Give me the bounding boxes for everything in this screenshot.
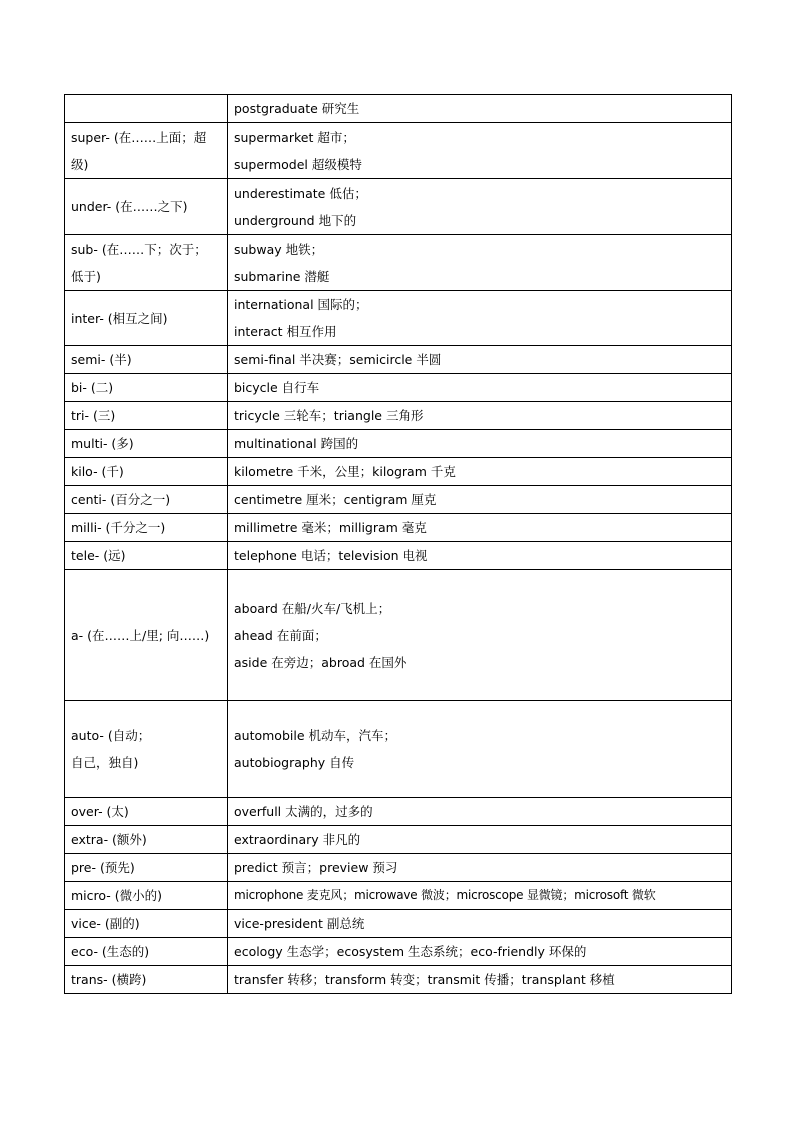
prefix-cell	[65, 123, 228, 179]
example-text: millimetre 毫米；milligram 毫克	[234, 520, 427, 535]
example-cell	[228, 95, 732, 123]
prefix-text: inter- (相互之间)	[71, 310, 168, 326]
prefix-cell	[65, 854, 228, 882]
example-cell	[228, 291, 732, 346]
prefix-cell	[65, 514, 228, 542]
example-cell	[228, 486, 732, 514]
example-text: kilometre 千米，公里；kilogram 千克	[234, 464, 456, 479]
prefix-cell	[65, 882, 228, 910]
prefix-text: 自己，独自)	[71, 755, 139, 770]
example-text: overfull 太满的，过多的	[234, 804, 373, 819]
example-cell	[228, 374, 732, 402]
prefix-cell	[65, 486, 228, 514]
example-text: semi-final 半决赛；semicircle 半圆	[234, 352, 442, 367]
prefix-text: bi- (二)	[71, 380, 114, 395]
table-row	[65, 374, 732, 402]
prefix-text: centi- (百分之一)	[71, 492, 171, 507]
table-row	[65, 458, 732, 486]
example-cell	[228, 966, 732, 994]
example-cell	[228, 826, 732, 854]
table-row	[65, 910, 732, 938]
prefix-table	[64, 94, 732, 994]
prefix-text: extra- (额外)	[71, 832, 147, 847]
example-cell	[228, 938, 732, 966]
example-text: ecology 生态学；ecosystem 生态系统；eco-friendly 环保的	[234, 944, 587, 959]
example-text: interact 相互作用	[234, 324, 337, 339]
table-row	[65, 542, 732, 570]
example-cell	[228, 458, 732, 486]
example-text: extraordinary 非凡的	[234, 832, 361, 847]
prefix-text: tri- (三)	[71, 408, 116, 423]
table-row	[65, 486, 732, 514]
example-text: supermarket 超市；	[234, 129, 355, 145]
example-cell	[228, 570, 732, 701]
prefix-text: 级)	[71, 156, 89, 172]
prefix-text: trans- (横跨)	[71, 972, 147, 987]
example-text: centimetre 厘米；centigram 厘克	[234, 492, 437, 507]
table-row	[65, 291, 732, 346]
table-row	[65, 826, 732, 854]
prefix-cell	[65, 910, 228, 938]
prefix-text: multi- (多)	[71, 436, 134, 451]
prefix-cell	[65, 542, 228, 570]
prefix-text: over- (太)	[71, 804, 129, 819]
example-text: ahead 在前面；	[234, 627, 327, 643]
prefix-cell	[65, 798, 228, 826]
example-text: telephone 电话；television 电视	[234, 548, 428, 563]
example-cell	[228, 798, 732, 826]
table-row	[65, 235, 732, 291]
table-row	[65, 854, 732, 882]
example-cell	[228, 235, 732, 291]
table-row	[65, 514, 732, 542]
prefix-text: pre- (预先)	[71, 860, 135, 875]
prefix-cell	[65, 430, 228, 458]
prefix-cell	[65, 701, 228, 798]
prefix-cell	[65, 179, 228, 235]
prefix-cell	[65, 95, 228, 123]
example-text: subway 地铁；	[234, 241, 324, 257]
prefix-text: kilo- (千)	[71, 464, 124, 479]
example-text: predict 预言；preview 预习	[234, 860, 398, 875]
example-text: underestimate 低估；	[234, 185, 367, 201]
example-cell	[228, 402, 732, 430]
example-text: international 国际的；	[234, 297, 368, 312]
example-text: vice-president 副总统	[234, 916, 365, 931]
example-text: tricycle 三轮车；triangle 三角形	[234, 408, 424, 423]
prefix-cell	[65, 966, 228, 994]
prefix-text: a- (在……上/里; 向……)	[71, 627, 210, 643]
prefix-cell	[65, 826, 228, 854]
example-text: aboard 在船/火车/飞机上；	[234, 600, 391, 616]
prefix-text: auto- (自动；	[71, 728, 151, 743]
prefix-text: vice- (副的)	[71, 916, 140, 931]
table-row	[65, 938, 732, 966]
example-text: bicycle 自行车	[234, 380, 320, 395]
table-row	[65, 179, 732, 235]
table-row	[65, 701, 732, 798]
prefix-cell	[65, 235, 228, 291]
example-cell	[228, 346, 732, 374]
example-text: submarine 潜艇	[234, 268, 330, 284]
example-text: aside 在旁边；abroad 在国外	[234, 654, 407, 670]
table-row	[65, 882, 732, 910]
table-row	[65, 95, 732, 123]
prefix-text: under- (在……之下)	[71, 199, 188, 214]
prefix-text: semi- (半)	[71, 352, 132, 367]
table-row	[65, 570, 732, 701]
example-cell	[228, 910, 732, 938]
example-cell	[228, 542, 732, 570]
example-text: transfer 转移；transform 转变；transmit 传播；transplant 移植	[234, 972, 615, 987]
prefix-text: milli- (千分之一)	[71, 520, 166, 535]
table-row	[65, 346, 732, 374]
example-cell	[228, 179, 732, 235]
example-text: multinational 跨国的	[234, 436, 359, 451]
table-row	[65, 966, 732, 994]
table-row	[65, 402, 732, 430]
example-text: automobile 机动车，汽车；	[234, 728, 396, 743]
prefix-text: 低于)	[71, 268, 101, 284]
example-text: underground 地下的	[234, 212, 357, 228]
example-text: postgraduate 研究生	[234, 101, 360, 116]
table-row	[65, 430, 732, 458]
prefix-cell	[65, 938, 228, 966]
example-text: microphone 麦克风；microwave 微波；microscope 显微镜；microsoft 微软	[234, 888, 656, 902]
prefix-cell	[65, 346, 228, 374]
example-cell	[228, 701, 732, 798]
example-cell	[228, 882, 732, 910]
table-row	[65, 123, 732, 179]
prefix-cell	[65, 374, 228, 402]
example-cell	[228, 123, 732, 179]
prefix-text: sub- (在……下；次于；	[71, 241, 207, 257]
example-cell	[228, 514, 732, 542]
prefix-cell	[65, 291, 228, 346]
example-text: supermodel 超级模特	[234, 156, 362, 172]
prefix-cell	[65, 402, 228, 430]
prefix-cell	[65, 458, 228, 486]
prefix-text: micro- (微小的)	[71, 888, 163, 903]
prefix-text: eco- (生态的)	[71, 944, 150, 959]
prefix-text: super- (在……上面；超	[71, 129, 207, 145]
prefix-text: tele- (远)	[71, 548, 126, 563]
example-text: autobiography 自传	[234, 755, 355, 770]
table-row	[65, 798, 732, 826]
example-cell	[228, 430, 732, 458]
prefix-cell	[65, 570, 228, 701]
example-cell	[228, 854, 732, 882]
